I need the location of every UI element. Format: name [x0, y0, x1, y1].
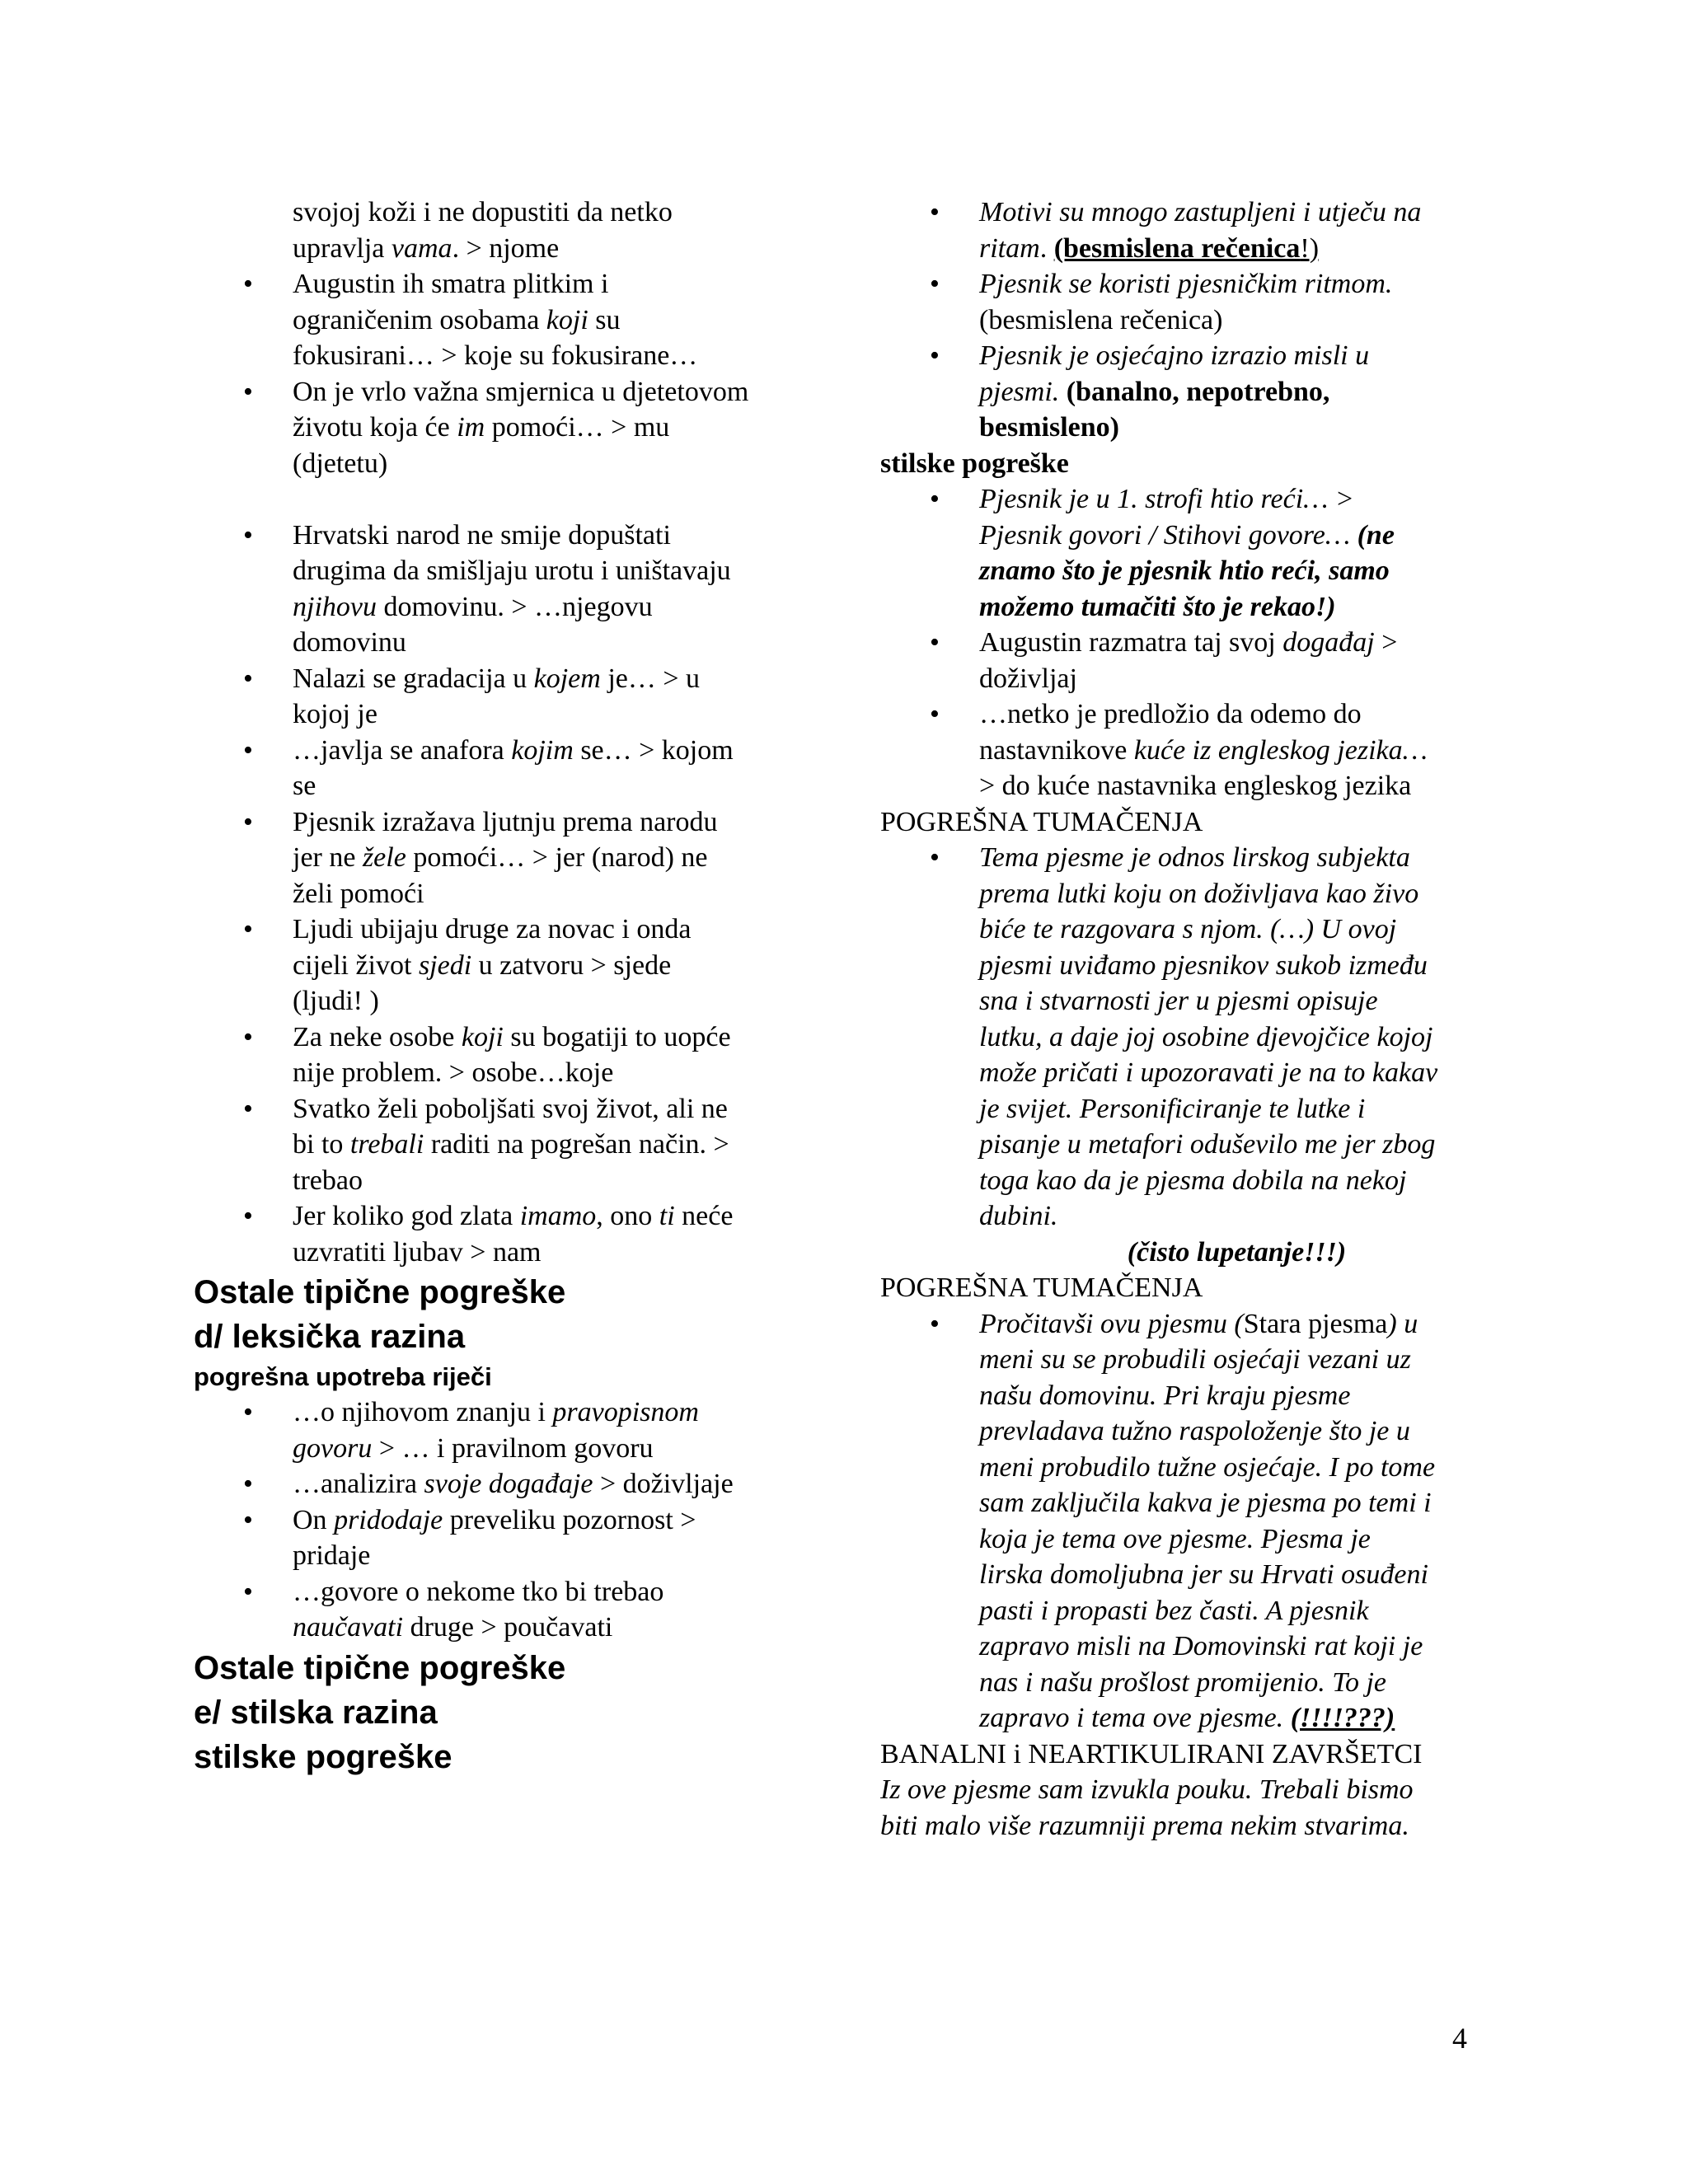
list-item: • Augustin ih smatra plitkim i ograničenim osobama koji su fokusirani… > koje su fokusirane…: [194, 266, 795, 374]
bullet-icon: •: [243, 519, 253, 551]
list-item: • On pridodaje preveliku pozornost > pridaje: [194, 1502, 795, 1574]
comment-note: (čisto lupetanje!!!): [1127, 1236, 1347, 1268]
list-item: • Nalazi se gradacija u kojem je… > u kojoj je: [194, 661, 795, 733]
list-item: • …govore o nekome tko bi trebao naučavati druge > poučavati: [194, 1574, 795, 1646]
list-item: • Tema pjesme je odnos lirskog subjekta prema lutki koju on doživljava kao živo biće te razgovara s njom. (…) U ovoj pjesmi uviđamo pjesnikov sukob između sna i stvarnosti jer u pjesmi opisuje lutku, a daje joj osobine djevojčice kojoj može pričati i upozoravati je na to kakav je svijet. Personificiranje te lutke i pisanje u metafori oduševilo me jer zbog toga kao da je pjesma dobila na nekoj dubini.: [880, 840, 1494, 1235]
interpretation-list: [880, 1306, 1494, 1736]
page-number: 4: [1452, 2022, 1467, 2055]
section-label: POGREŠNA TUMAČENJA: [880, 806, 1203, 837]
bullet-icon: •: [243, 1021, 253, 1052]
bullet-icon: •: [243, 1397, 253, 1427]
bullet-icon: •: [243, 1201, 253, 1231]
section-subheading: e/ stilska razina: [194, 1694, 438, 1731]
bullet-icon: •: [243, 806, 253, 837]
category-heading: stilske pogreške: [880, 448, 1069, 479]
bullet-icon: •: [243, 734, 253, 766]
list-item: • Augustin razmatra taj svoj događaj > doživljaj: [880, 625, 1494, 696]
bullet-icon: •: [243, 1469, 253, 1499]
category-heading: pogrešna upotreba riječi: [194, 1362, 492, 1391]
bullet-icon: •: [243, 914, 253, 944]
list-item: • Ljudi ubijaju druge za novac i onda cijeli život sjedi u zatvoru > sjede (ljudi! ): [194, 912, 795, 1019]
bullet-icon: •: [930, 484, 940, 514]
list-item: • Pjesnik je u 1. strofi htio reći… > Pjesnik govori / Stihovi govore… (ne znamo što je pjesnik htio reći, samo možemo tumačiti što je rekao!): [880, 481, 1494, 625]
bullet-icon: •: [930, 340, 940, 371]
bullet-icon: •: [243, 663, 253, 694]
list-item: • On je vrlo važna smjernica u djetetovom životu koja će im pomoći… > mu (djetetu): [194, 374, 795, 482]
right-column: [880, 194, 1494, 1844]
list-item: • …o njihovom znanju i pravopisnom govoru > … i pravilnom govoru: [194, 1394, 795, 1466]
bullet-icon: •: [243, 1093, 253, 1124]
list-item: • …javlja se anafora kojim se… > kojom se: [194, 733, 795, 804]
section-label: POGREŠNA TUMAČENJA: [880, 1272, 1203, 1303]
section-label: BANALNI i NEARTIKULIRANI ZAVRŠETCI: [880, 1738, 1423, 1769]
lexical-list: [194, 1394, 795, 1646]
list-item: • Svatko želi poboljšati svoj život, ali ne bi to trebali raditi na pogrešan način. > trebao: [194, 1091, 795, 1199]
list-item: • …analizira svoje događaje > doživljaje: [194, 1466, 795, 1502]
section-heading: Ostale tipične pogreške: [194, 1649, 566, 1686]
list-item: • Pjesnik izražava ljutnju prema narodu jer ne žele pomoći… > jer (narod) ne želi pomoći: [194, 804, 795, 912]
section-subheading: d/ leksička razina: [194, 1319, 466, 1355]
left-column: [194, 194, 795, 1779]
list-item: • Pjesnik se koristi pjesničkim ritmom. (besmislena rečenica): [880, 266, 1494, 338]
interpretation-list: [880, 840, 1494, 1235]
list-item: • Za neke osobe koji su bogatiji to uopće nije problem. > osobe…koje: [194, 1019, 795, 1091]
bullet-icon: •: [243, 1576, 253, 1607]
continuation-text: svojoj koži i ne dopustiti da netko upravlja vama. > njome: [293, 197, 673, 264]
grammar-list: [194, 266, 795, 1270]
bullet-icon: •: [930, 699, 940, 729]
bullet-icon: •: [930, 842, 940, 873]
bullet-icon: •: [243, 269, 253, 299]
list-item: • Hrvatski narod ne smije dopuštati drugima da smišljaju urotu i uništavaju njihovu domovinu. > …njegovu domovinu: [194, 518, 795, 661]
bullet-icon: •: [930, 627, 940, 658]
category-heading: stilske pogreške: [194, 1738, 452, 1775]
list-item: • Pjesnik je osjećajno izrazio misli u pjesmi. (banalno, nepotrebno, besmisleno): [880, 338, 1494, 446]
list-item: • Pročitavši ovu pjesmu (Stara pjesma) u meni su se probudili osjećaji vezani uz našu domovinu. Pri kraju pjesme prevladava tužno raspoloženje što je u meni probudilo tužne osjećaje. I po tome sam zaključila kakva je pjesma po temi i koja je tema ove pjesme. Pjesma je lirska domoljubna jer su Hrvati osuđeni pasti i propasti bez časti. A pjesnik zapravo misli na Domovinski rat koji je nas i našu prošlost promijenio. To je zapravo i tema ove pjesme. (!!!!???): [880, 1306, 1494, 1736]
style-list: [880, 481, 1494, 804]
bullet-icon: •: [930, 1308, 940, 1339]
list-item: • …netko je predložio da odemo do nastavnikove kuće iz engleskog jezika… > do kuće nastavnika engleskog jezika: [880, 696, 1494, 804]
meaningless-list: [880, 194, 1494, 446]
list-item: • Jer koliko god zlata imamo, ono ti neće uzvratiti ljubav > nam: [194, 1198, 795, 1270]
bullet-icon: •: [930, 197, 940, 227]
bullet-icon: •: [930, 269, 940, 299]
list-item: • Motivi su mnogo zastupljeni i utječu na ritam. (besmislena rečenica!): [880, 194, 1494, 266]
bullet-icon: •: [243, 376, 253, 407]
section-heading: Ostale tipične pogreške: [194, 1274, 566, 1310]
spacer: [194, 481, 795, 518]
bullet-icon: •: [243, 1504, 253, 1535]
example-ending: Iz ove pjesme sam izvukla pouku. Trebali bismo biti malo više razumniji prema nekim stvarima.: [880, 1774, 1414, 1841]
